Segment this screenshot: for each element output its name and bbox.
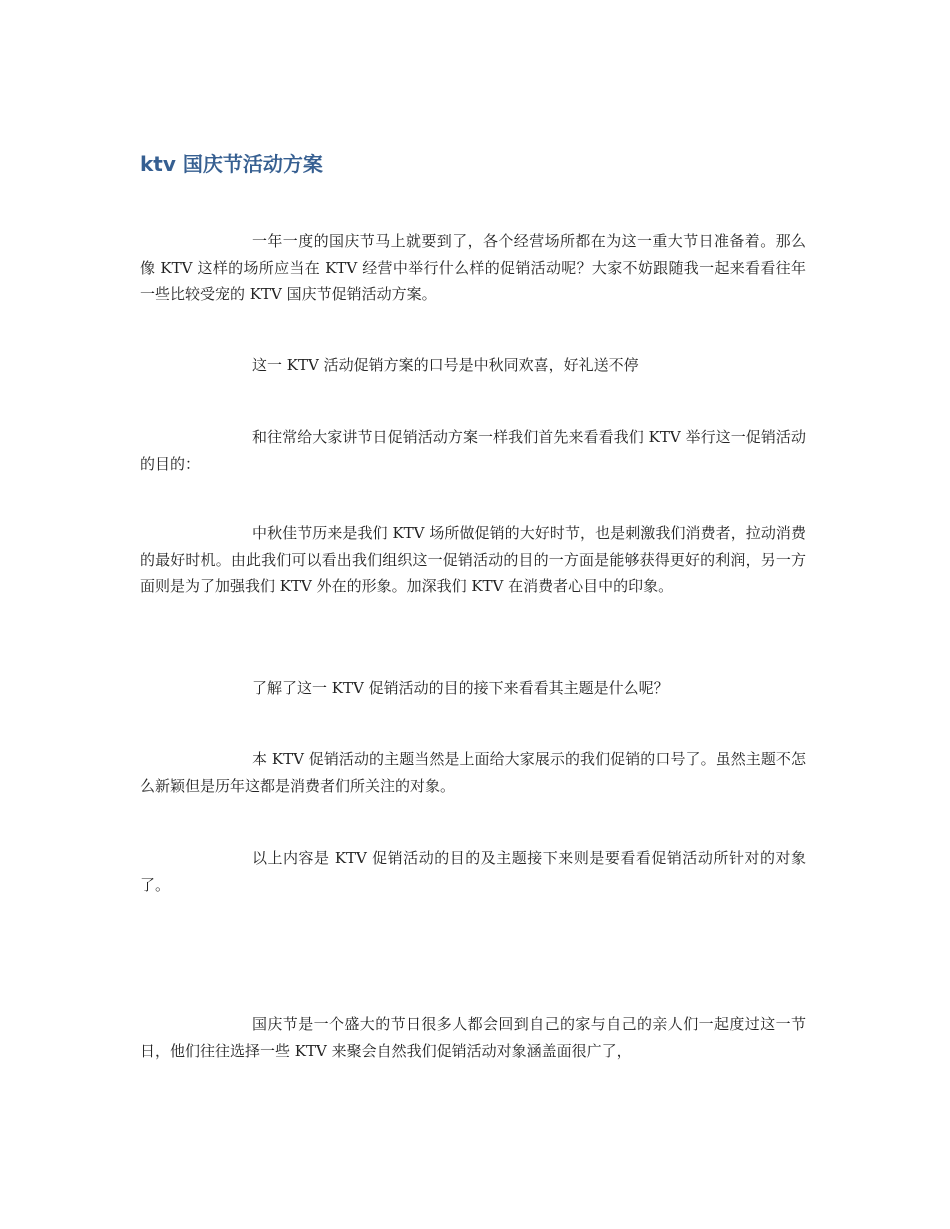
- document-title: ktv 国庆节活动方案: [140, 152, 323, 176]
- paragraph-theme: 本 KTV 促销活动的主题当然是上面给大家展示的我们促销的口号了。虽然主题不怎么新颖但是历年这都是消费者们所关注的对象。: [140, 750, 806, 795]
- paragraph-slogan: 这一 KTV 活动促销方案的口号是中秋同欢喜，好礼送不停: [252, 356, 639, 374]
- paragraph-purpose-intro: 和往常给大家讲节日促销活动方案一样我们首先来看看我们 KTV 举行这一促销活动的目的：: [140, 428, 806, 473]
- paragraph-purpose: 中秋佳节历来是我们 KTV 场所做促销的大好时节，也是刺激我们消费者，拉动消费的最好时机。由此我们可以看出我们组织这一促销活动的目的一方面是能够获得更好的利润，另一方面则是为了加强我们 KTV 外在的形象。加深我们 KTV 在消费者心目中的印象。: [140, 524, 806, 595]
- paragraph-theme-question: 了解了这一 KTV 促销活动的目的接下来看看其主题是什么呢？: [252, 679, 669, 697]
- paragraph-target: 国庆节是一个盛大的节日很多人都会回到自己的家与自己的亲人们一起度过这一节日，他们往往选择一些 KTV 来聚会自然我们促销活动对象涵盖面很广了，: [140, 1015, 806, 1060]
- paragraph-intro: 一年一度的国庆节马上就要到了，各个经营场所都在为这一重大节日准备着。那么像 KTV 这样的场所应当在 KTV 经营中举行什么样的促销活动呢？大家不妨跟随我一起来看看往年一些比较受宠的 KTV 国庆节促销活动方案。: [140, 232, 806, 303]
- paragraph-target-intro: 以上内容是 KTV 促销活动的目的及主题接下来则是要看看促销活动所针对的对象了。: [140, 849, 806, 894]
